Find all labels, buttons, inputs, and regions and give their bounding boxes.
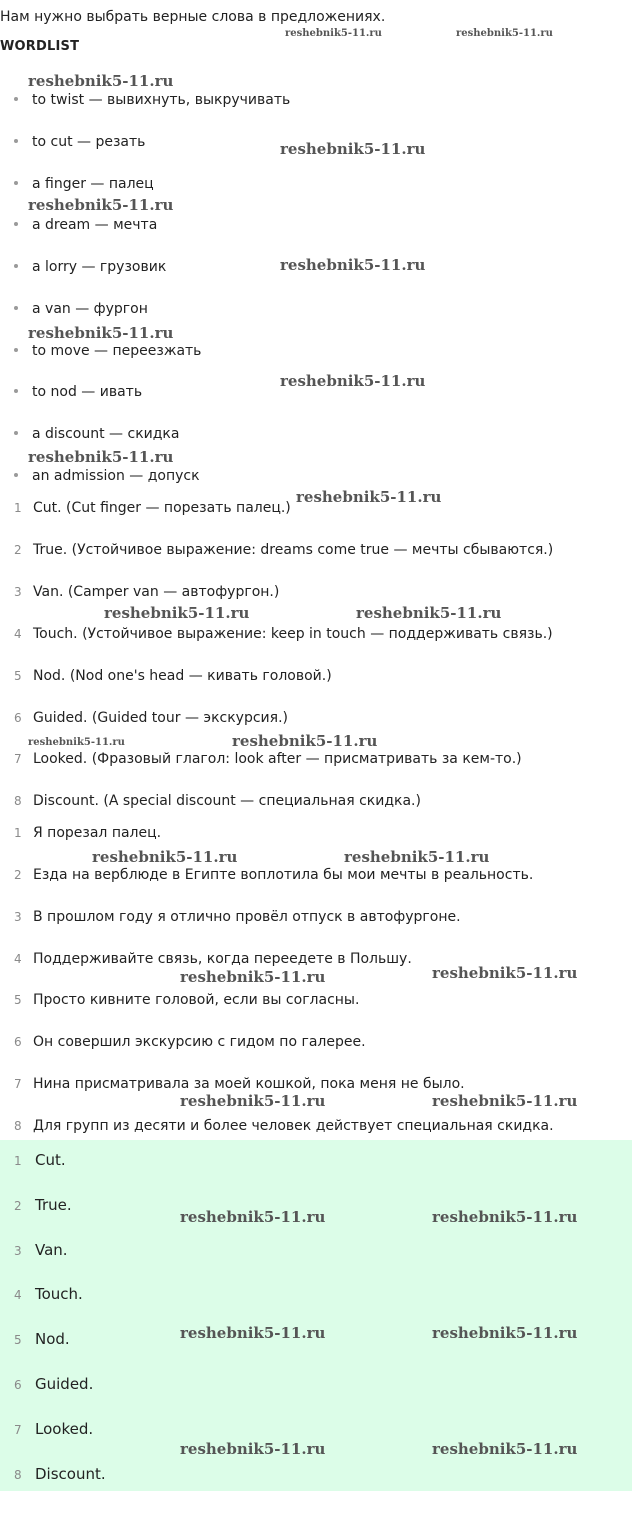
translation-row: 8 Для групп из десяти и более человек действует специальная скидка. — [14, 1118, 554, 1134]
wordlist-item: an admission — допуск — [14, 467, 200, 485]
wordlist-item: a discount — скидка — [14, 425, 179, 443]
wordlist-item: a finger — палец — [14, 175, 154, 193]
watermark: reshebnik5-11.ru — [28, 737, 125, 748]
bullet-icon — [14, 264, 18, 268]
watermark: reshebnik5-11.ru — [344, 848, 490, 866]
translation-row: 7 Нина присматривала за моей кошкой, пока меня не было. — [14, 1076, 465, 1092]
answer-row: 2 True. — [14, 1196, 72, 1214]
watermark: reshebnik5-11.ru — [28, 448, 174, 466]
watermark: reshebnik5-11.ru — [356, 604, 502, 622]
wordlist-item: to cut — резать — [14, 133, 145, 151]
answer-row: 8 Discount. — [14, 1465, 106, 1483]
translation-row: 2 Езда на верблюде в Египте воплотила бы мои мечты в реальность. — [14, 867, 534, 883]
translation-row: 5 Просто кивните головой, если вы согласны. — [14, 992, 360, 1008]
watermark: reshebnik5-11.ru — [180, 968, 326, 986]
watermark: reshebnik5-11.ru — [180, 1440, 326, 1458]
explanation-row: 4 Touch. (Устойчивое выражение: keep in touch — поддерживать связь.) — [14, 626, 553, 642]
wordlist-item: to nod — ивать — [14, 383, 142, 401]
wordlist-item: a van — фургон — [14, 300, 148, 318]
answer-row: 7 Looked. — [14, 1420, 94, 1438]
translation-row: 4 Поддерживайте связь, когда переедете в Польшу. — [14, 951, 412, 967]
translation-row: 1 Я порезал палец. — [14, 825, 162, 841]
explanation-row: 7 Looked. (Фразовый глагол: look after — присматривать за кем-то.) — [14, 751, 522, 767]
watermark: reshebnik5-11.ru — [28, 196, 174, 214]
watermark: reshebnik5-11.ru — [280, 256, 426, 274]
translation-row: 6 Он совершил экскурсию с гидом по галерее. — [14, 1034, 366, 1050]
intro-text: Нам нужно выбрать верные слова в предложениях. — [0, 9, 386, 25]
watermark: reshebnik5-11.ru — [180, 1208, 326, 1226]
explanation-row: 1 Cut. (Cut finger — порезать палец.) — [14, 500, 291, 516]
bullet-icon — [14, 473, 18, 477]
answer-row: 1 Cut. — [14, 1151, 66, 1169]
watermark: reshebnik5-11.ru — [456, 28, 553, 39]
wordlist-item: to twist — вывихнуть, выкручивать — [14, 91, 290, 109]
wordlist-item: a dream — мечта — [14, 216, 157, 234]
explanation-row: 8 Discount. (A special discount — специальная скидка.) — [14, 793, 421, 809]
watermark: reshebnik5-11.ru — [180, 1092, 326, 1110]
bullet-icon — [14, 389, 18, 393]
watermark: reshebnik5-11.ru — [432, 1092, 578, 1110]
wordlist-heading: WORDLIST — [0, 39, 80, 54]
watermark: reshebnik5-11.ru — [92, 848, 238, 866]
bullet-icon — [14, 348, 18, 352]
bullet-icon — [14, 431, 18, 435]
bullet-icon — [14, 139, 18, 143]
watermark: reshebnik5-11.ru — [28, 72, 174, 90]
watermark: reshebnik5-11.ru — [432, 1208, 578, 1226]
watermark: reshebnik5-11.ru — [432, 1324, 578, 1342]
watermark: reshebnik5-11.ru — [280, 140, 426, 158]
bullet-icon — [14, 181, 18, 185]
explanation-row: 3 Van. (Camper van — автофургон.) — [14, 584, 280, 600]
watermark: reshebnik5-11.ru — [104, 604, 250, 622]
watermark: reshebnik5-11.ru — [432, 964, 578, 982]
answer-row: 3 Van. — [14, 1241, 68, 1259]
answer-row: 5 Nod. — [14, 1330, 70, 1348]
watermark: reshebnik5-11.ru — [280, 372, 426, 390]
bullet-icon — [14, 97, 18, 101]
bullet-icon — [14, 222, 18, 226]
wordlist-item: to move — переезжать — [14, 342, 201, 360]
watermark: reshebnik5-11.ru — [232, 732, 378, 750]
wordlist-item: a lorry — грузовик — [14, 258, 166, 276]
explanation-row: 2 True. (Устойчивое выражение: dreams come true — мечты сбываются.) — [14, 542, 554, 558]
answer-row: 6 Guided. — [14, 1375, 94, 1393]
explanation-row: 5 Nod. (Nod one's head — кивать головой.) — [14, 668, 332, 684]
answer-row: 4 Touch. — [14, 1285, 83, 1303]
bullet-icon — [14, 306, 18, 310]
explanation-row: 6 Guided. (Guided tour — экскурсия.) — [14, 710, 288, 726]
watermark: reshebnik5-11.ru — [28, 324, 174, 342]
answers-block — [0, 1140, 632, 1491]
watermark: reshebnik5-11.ru — [180, 1324, 326, 1342]
watermark: reshebnik5-11.ru — [432, 1440, 578, 1458]
watermark: reshebnik5-11.ru — [296, 488, 442, 506]
translation-row: 3 В прошлом году я отлично провёл отпуск в автофургоне. — [14, 909, 461, 925]
watermark: reshebnik5-11.ru — [285, 28, 382, 39]
